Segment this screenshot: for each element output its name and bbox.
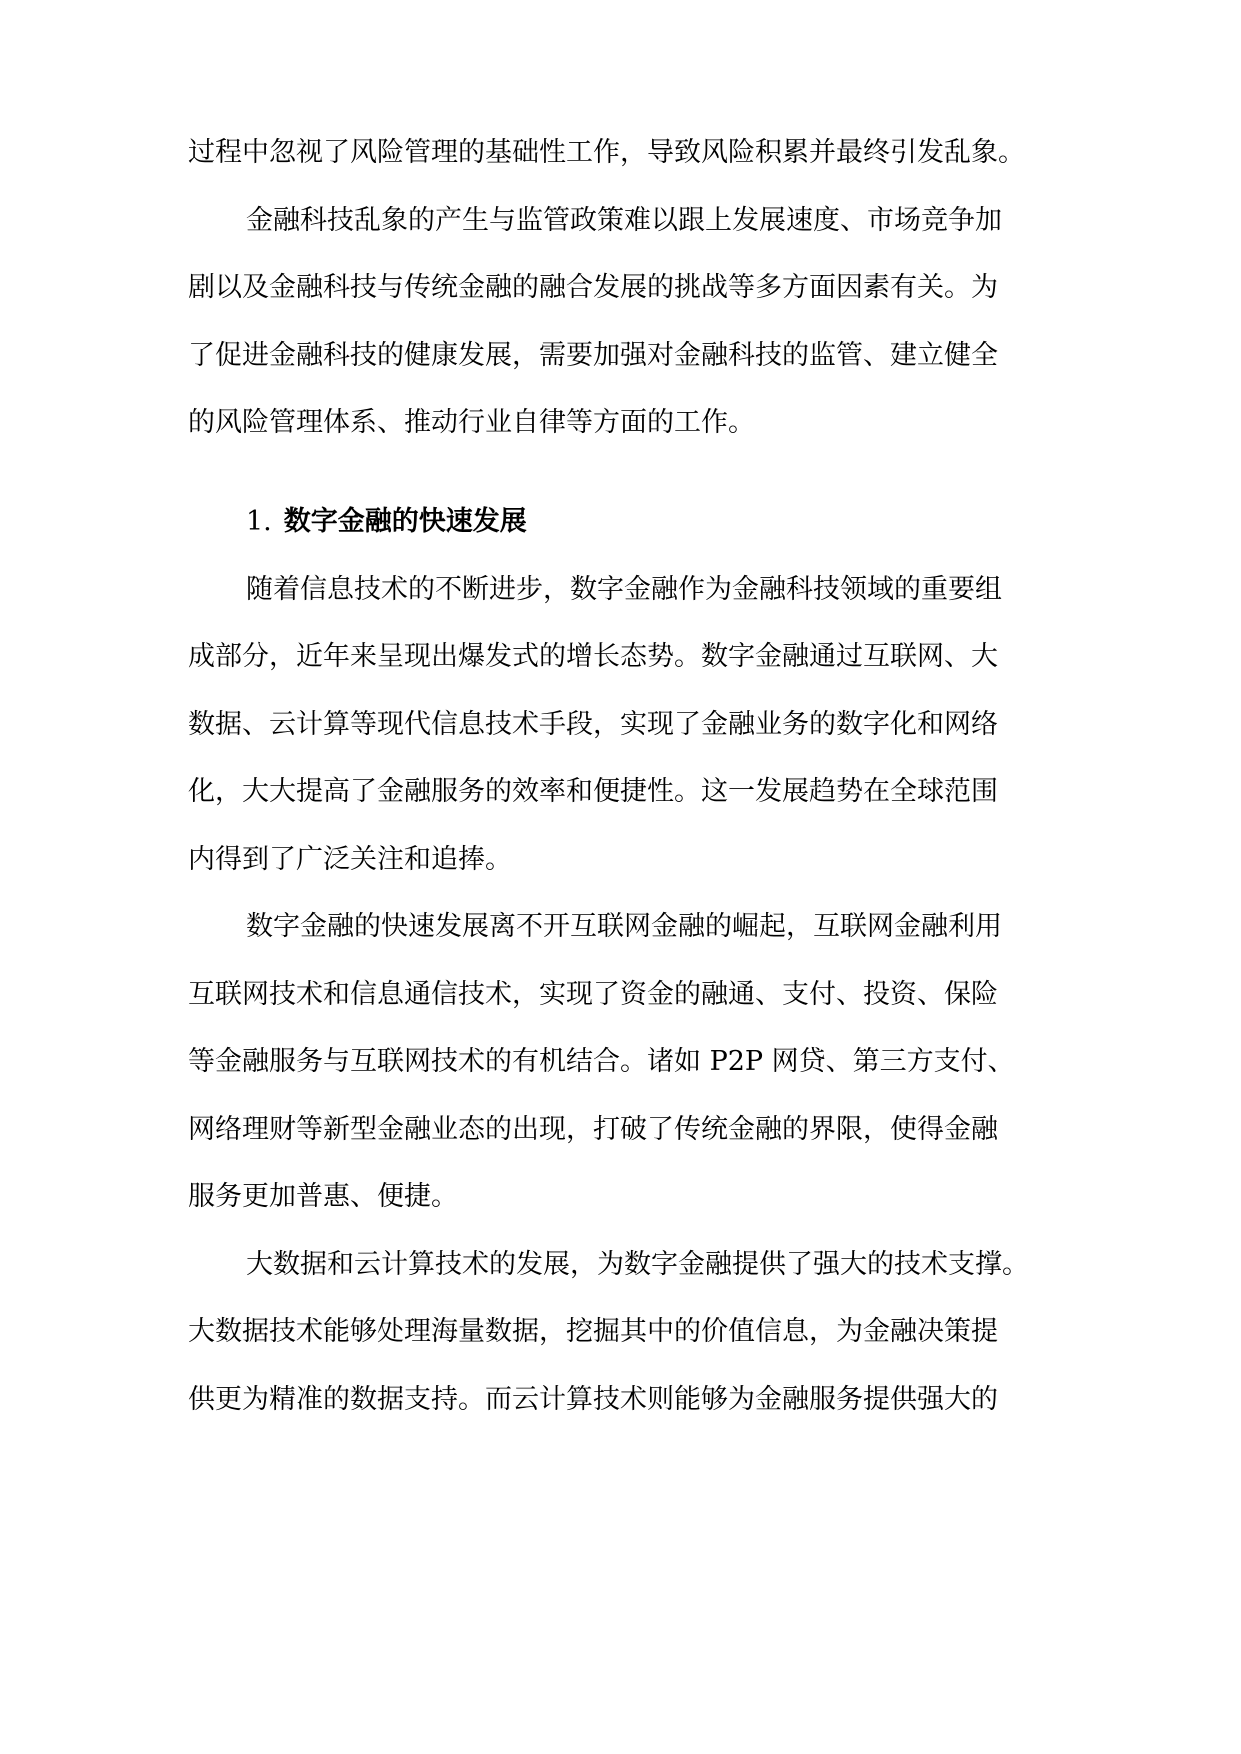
paragraph-line: 剧以及金融科技与传统金融的融合发展的挑战等多方面因素有关。为 <box>188 272 998 303</box>
section-title: 数字金融的快速发展 <box>283 506 527 537</box>
paragraph-line: 金融科技乱象的产生与监管政策难以跟上发展速度、市场竞争加 <box>246 205 1002 236</box>
paragraph-line: 化，大大提高了金融服务的效率和便捷性。这一发展趋势在全球范围 <box>188 776 998 807</box>
paragraph-line: 互联网技术和信息通信技术，实现了资金的融通、支付、投资、保险 <box>188 979 998 1010</box>
paragraph-line: 成部分，近年来呈现出爆发式的增长态势。数字金融通过互联网、大 <box>188 641 998 672</box>
paragraph-line: 数据、云计算等现代信息技术手段，实现了金融业务的数字化和网络 <box>188 709 998 740</box>
paragraph-line: 了促进金融科技的健康发展，需要加强对金融科技的监管、建立健全 <box>188 340 998 371</box>
paragraph-line: 大数据和云计算技术的发展，为数字金融提供了强大的技术支撑。 <box>246 1249 1029 1280</box>
section-number: 1. <box>246 506 272 537</box>
paragraph-line: 过程中忽视了风险管理的基础性工作，导致风险积累并最终引发乱象。 <box>188 137 1025 168</box>
paragraph-line: 服务更加普惠、便捷。 <box>188 1181 458 1212</box>
paragraph-line: 大数据技术能够处理海量数据，挖掘其中的价值信息，为金融决策提 <box>188 1316 998 1347</box>
paragraph-line: 数字金融的快速发展离不开互联网金融的崛起，互联网金融利用 <box>246 911 1002 942</box>
paragraph-line: 内得到了广泛关注和追捧。 <box>188 844 512 875</box>
paragraph-line: 网络理财等新型金融业态的出现，打破了传统金融的界限，使得金融 <box>188 1114 998 1145</box>
paragraph-line: 的风险管理体系、推动行业自律等方面的工作。 <box>188 407 755 438</box>
paragraph-line: 随着信息技术的不断进步，数字金融作为金融科技领域的重要组 <box>246 574 1002 605</box>
section-heading <box>246 500 527 544</box>
paragraph-line: 等金融服务与互联网技术的有机结合。诸如 P2P 网贷、第三方支付、 <box>188 1046 1015 1077</box>
paragraph-line: 供更为精准的数据支持。而云计算技术则能够为金融服务提供强大的 <box>188 1384 998 1415</box>
